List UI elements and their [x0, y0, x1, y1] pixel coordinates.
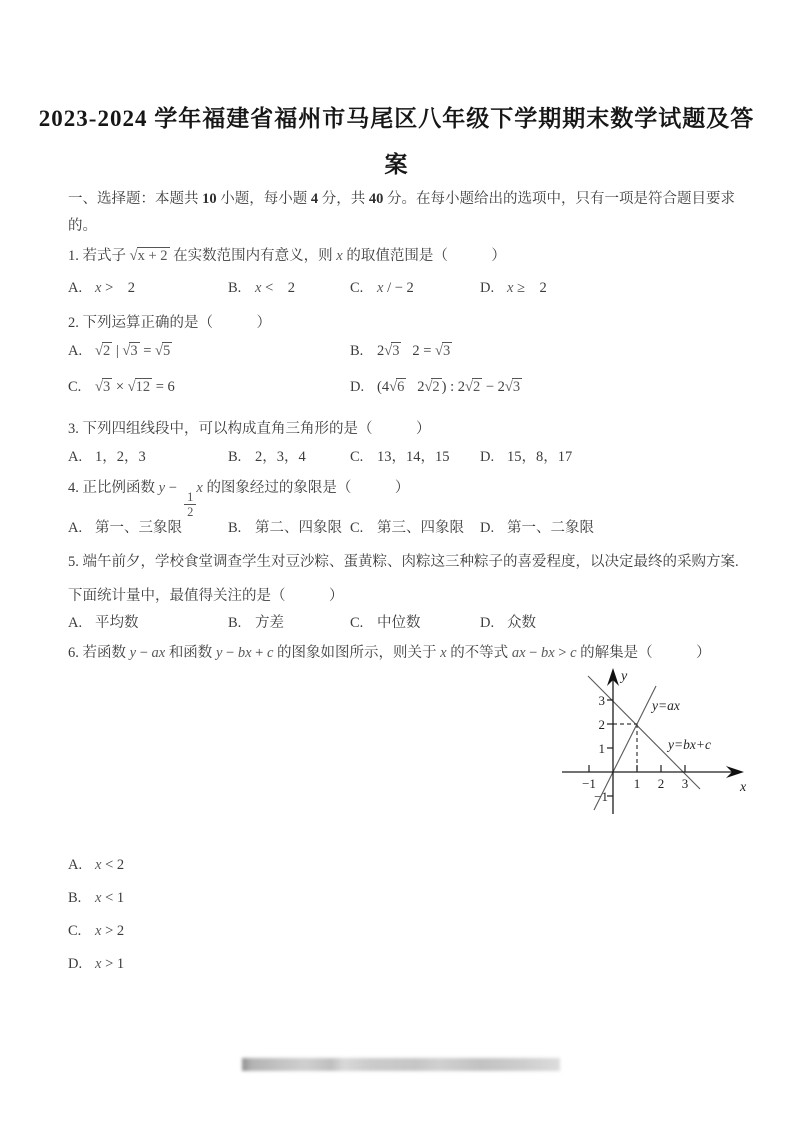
question-5-stem-line1: 5. 端午前夕，学校食堂调查学生对豆沙粽、蛋黄粽、肉粽这三种粽子的喜爱程度，以决定最终的采购方案.	[68, 554, 739, 570]
y-tick-label-neg: −1	[594, 789, 608, 804]
q2-option-a	[68, 341, 350, 361]
option-label: A.	[68, 857, 83, 873]
q2-option-d	[350, 377, 737, 397]
points-per-question: 4	[310, 191, 319, 207]
y-tick-label: 2	[598, 717, 605, 732]
option-value: 中位数	[377, 615, 421, 631]
option-label: B.	[228, 520, 242, 536]
question-3-stem: 3. 下列四组线段中，可以构成直角三角形的是（ ）	[68, 421, 431, 437]
option-label: B.	[350, 343, 364, 359]
question-5-options	[68, 613, 737, 633]
q3-option-a	[68, 447, 228, 467]
q4-option-c	[350, 518, 480, 538]
instructions-text: 分。在每小题给出的选项中，只有一项是符合题目要求	[383, 191, 735, 207]
option-label: D.	[480, 449, 495, 465]
redacted-watermark	[242, 1058, 560, 1071]
option-label: B.	[228, 615, 242, 631]
option-label: D.	[68, 956, 83, 972]
q2-option-b	[350, 341, 737, 361]
function-graph	[558, 664, 758, 816]
option-label: A.	[68, 520, 83, 536]
y-tick-label: 3	[598, 693, 605, 708]
x-tick-label: 1	[633, 776, 641, 791]
instructions-line1	[68, 189, 737, 209]
option-label: A.	[68, 343, 83, 359]
option-value: 13，14，15	[377, 449, 450, 465]
option-value: 2，3，4	[255, 449, 306, 465]
option-value: √2 | √3 = √5	[95, 343, 171, 359]
option-value: 第二、四象限	[255, 520, 342, 536]
question-2-options-row2	[68, 377, 737, 397]
page-title: 2023-2024 学年福建省福州市马尾区八年级下学期期末数学试题及答	[38, 106, 755, 131]
x-tick-label: −1	[582, 776, 596, 791]
option-label: A.	[68, 449, 83, 465]
option-label: C.	[68, 923, 82, 939]
y-axis-label: y	[621, 669, 628, 684]
option-label: C.	[350, 449, 364, 465]
line-label-y-bx-c: y=bx+c	[668, 737, 711, 752]
y-tick-label: 1	[598, 741, 605, 756]
option-value: 1，2，3	[95, 449, 146, 465]
option-value: x > 2	[95, 280, 135, 296]
question-6-stem: 6. 若函数 y − ax 和函数 y − bx + c 的图象如图所示，则关于 x 的不等式 ax − bx > c 的解集是（ ）	[68, 645, 711, 661]
q4-option-a	[68, 518, 228, 538]
option-value: x < 2	[95, 857, 125, 873]
line-label-y-ax: y=ax	[652, 698, 680, 713]
question-3-options	[68, 447, 737, 467]
x-tick-label: 3	[681, 776, 689, 791]
option-value: 15，8，17	[507, 449, 573, 465]
q1-option-d	[480, 278, 737, 298]
q5-option-a	[68, 613, 228, 633]
question-5-stem-line2: 下面统计量中，最值得关注的是（ ）	[68, 588, 344, 604]
question-1-options	[68, 278, 737, 298]
option-value: x > 1	[95, 956, 125, 972]
instructions-text: 分，共	[318, 191, 369, 207]
function-graph-svg	[558, 664, 758, 816]
option-value: 平均数	[95, 615, 139, 631]
q3-option-b	[228, 447, 350, 467]
option-value: 方差	[255, 615, 284, 631]
option-value: 第一、二象限	[507, 520, 594, 536]
option-label: C.	[68, 379, 82, 395]
q6-option-a	[68, 855, 737, 875]
option-label: B.	[228, 280, 242, 296]
q3-option-d	[480, 447, 737, 467]
option-value: x < 2	[255, 280, 295, 296]
option-value: x > 2	[95, 923, 125, 939]
q5-option-c	[350, 613, 480, 633]
q1-option-a	[68, 278, 228, 298]
instructions-line2: 的。	[68, 218, 97, 234]
q4-option-b	[228, 518, 350, 538]
option-label: D.	[480, 520, 495, 536]
option-value: 第一、三象限	[95, 520, 182, 536]
q1-option-b	[228, 278, 350, 298]
option-label: B.	[228, 449, 242, 465]
q3-option-c	[350, 447, 480, 467]
question-1-stem: 1. 若式子 √x + 2 在实数范围内有意义，则 x 的取值范围是（ ）	[68, 248, 506, 264]
option-label: C.	[350, 280, 364, 296]
q1-option-c	[350, 278, 480, 298]
q5-option-b	[228, 613, 350, 633]
q2-option-c	[68, 377, 350, 397]
instructions-text: 小题，每小题	[216, 191, 311, 207]
q6-option-d	[68, 954, 737, 974]
instructions-text: 一、选择题：本题共	[68, 191, 203, 207]
q6-option-b	[68, 888, 737, 908]
q5-option-d	[480, 613, 737, 633]
option-label: D.	[480, 615, 495, 631]
page-title-line2: 案	[384, 152, 409, 177]
x-tick-label: 2	[657, 776, 665, 791]
q6-option-c	[68, 921, 737, 941]
option-label: A.	[68, 615, 83, 631]
option-label: C.	[350, 615, 364, 631]
option-value: √3 × √12 = 6	[95, 379, 175, 395]
option-value: x ≥ 2	[507, 280, 547, 296]
option-value: x < 1	[95, 890, 125, 906]
x-axis-label: x	[740, 780, 747, 795]
option-value: 2√3 2 = √3	[377, 343, 451, 359]
option-label: D.	[350, 379, 365, 395]
option-value: (4√6 2√2 ) : 2√2 − 2√3	[377, 379, 521, 395]
option-value: 众数	[507, 615, 536, 631]
question-4-stem: 4. 正比例函数 y − $\frac{1}{2}$ x 的图象经过的象限是（ ）	[68, 480, 410, 519]
option-label: D.	[480, 280, 495, 296]
question-count: 10	[202, 191, 217, 207]
option-value: 第三、四象限	[377, 520, 464, 536]
total-points: 40	[368, 191, 384, 207]
question-4-options	[68, 518, 737, 538]
option-label: C.	[350, 520, 364, 536]
option-label: B.	[68, 890, 82, 906]
q4-option-d	[480, 518, 737, 538]
question-2-options-row1	[68, 341, 737, 361]
option-label: A.	[68, 280, 83, 296]
option-value: x / − 2	[377, 280, 414, 296]
question-2-stem: 2. 下列运算正确的是（ ）	[68, 315, 271, 331]
